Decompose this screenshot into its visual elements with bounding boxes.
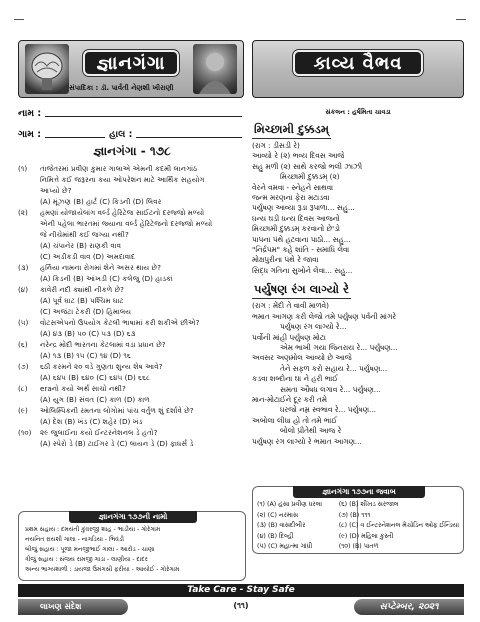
quiz-questions [18, 163, 246, 449]
question-options: (A) સ્પેરો ડે (B) ટાઈગર ડે (C) લાયન ડે (D) ફાધર્સ ડે [40, 439, 194, 448]
question-line: આપ્યો છે? [40, 186, 72, 195]
poem-line: સહુ મળી (૨) સાથે કરજો ભલી ઝાઝી [252, 161, 363, 171]
poem-line: જન્મ મરણના ફેરા મટાડવા [252, 193, 330, 203]
quiz-answers-box [252, 486, 464, 554]
poem-line: સમતા ઔષધ લગાવ રે... પર્યુષણ... [280, 384, 381, 394]
question-options: (C) અજંટા ટેકરી (D) હિમાલય [40, 307, 132, 316]
name-line [45, 116, 242, 117]
section-title-kavya: કાવ્ય વૈભવ [293, 50, 423, 76]
question-line: હર્નિયા નામના રોગમાં શેને અસર થાય છે? [40, 263, 161, 272]
quiz-answers-title: જ્ઞાનગંગા ૧૭૭ના જવાબ [293, 486, 425, 498]
hal-label: હાલ : [109, 129, 133, 140]
section-title-gnanganga: જ્ઞાનગંગા [83, 50, 179, 76]
winner-row: બીજું સહાય : પૂજા મનજીભાઈ ગાલા - આરોંડ - ચાણા [25, 546, 155, 553]
question-text [40, 317, 246, 328]
poem-1 [252, 141, 464, 276]
editor-photo [193, 44, 237, 94]
question-text [40, 163, 246, 196]
poem-line: અબોલા લીધા હો તો તમે ભાઈ [252, 415, 337, 425]
quiz-question [18, 207, 246, 240]
question-options: (A) યુગ (B) સંવત (C) કાળ (D) કાળ [40, 395, 150, 404]
poem-line: વેરને વમવા - સ્નેહને સાથવા [252, 182, 333, 192]
question-number: (૬) [18, 340, 28, 349]
question-options: (A) ૧૩ (B) ૧૫ (C) ૧૪ (D) ૧૬ [40, 351, 131, 360]
question-number: (૩) [18, 263, 29, 272]
address-field[interactable] [18, 123, 246, 140]
question-line: ઓલિમ્પિકની રમતના લોગોમાં પાંચ વર્તુળ શું દર્શાવે છે? [40, 406, 194, 415]
kavya-vaibhav-banner [252, 40, 464, 98]
poem-line: તેને સફળ કરો સહાય રે... પર્યુષણ... [280, 363, 388, 373]
winner-row: અન્ય ભાગ્યશાળી : ડાયજા ઉમંગસી ફરીયા - આયોઈ - ગોરેગામ [25, 566, 180, 573]
poem-line: અવસર અણમોલ આવ્યો છે આજે [252, 353, 352, 363]
question-text [40, 361, 246, 372]
editor-credit: સંપાદિકા : ડૉ. પાર્વતી નેણશી ખીરાણી [69, 84, 174, 92]
name-field[interactable] [18, 102, 246, 119]
quiz-question [18, 383, 246, 394]
quiz-answers-grid [257, 500, 459, 553]
slogan-bar: Take Care - Stay Safe [18, 584, 464, 597]
poem-line: પાપના પંથે હટવાના પાઠો... સહુ... [252, 234, 351, 244]
question-number: (૯) [18, 406, 28, 415]
sanchalan-credit: સંકલન : હર્ષમિતા ચાવડા [325, 108, 391, 116]
question-options: (A) પૂર્વ ઘાટ (B) પશ્ચિમ ઘાટ [40, 296, 124, 305]
poem-line: માન-મોટાઈને દૂર કરી તમે [252, 394, 327, 404]
gam-label: ગામ : [18, 129, 42, 140]
winner-row: ત્રીજું સહાય : સંજય રામજી ગાડા - લાણીયા - દાદર [25, 556, 148, 563]
crop-mark [14, 10, 24, 20]
winners-list [19, 525, 245, 575]
question-number: (૮) [18, 384, 28, 393]
answer-item: (૨) (C) નરમાસ [257, 511, 298, 519]
question-number: (૪) [18, 285, 29, 294]
poem-title-2: પર્યુષણ રંગ લાગ્યો રે [252, 281, 351, 299]
question-number: (૨) [18, 208, 28, 217]
page-number: (૧૧) [233, 601, 249, 610]
quiz-question [18, 361, 246, 372]
winner-row: નયનિત રાયશી ગાલા - નાગડિયા - ભિવંડી [25, 536, 124, 543]
question-text [40, 405, 246, 416]
quiz-title: જ્ઞાનગંગા - ૧૭૮ [93, 144, 171, 158]
gam-line [45, 137, 105, 138]
quiz-question [18, 317, 246, 328]
quiz-question [18, 427, 246, 438]
poem-line: (રાગ : મેંદી તે વાવી માળવે) [252, 301, 329, 311]
question-line: હમણાં યોજાયેલાંગ વર્લ્ડ હેરિટેજ સાઈટનો દરજ્જો મળ્યો [40, 208, 205, 217]
question-options: (A) દેશ (B) ખંડ (C) શહેર (D) ખંડ [40, 417, 143, 426]
poem-line: પર્વોની માંહી પર્યુષણ મોટા [252, 332, 326, 342]
question-line: નિમિત્તે કઈ જરૂરના કયા ઓપરેશન માટે આર્થિક સહયોગ [40, 175, 205, 184]
gnanganga-banner [18, 40, 244, 98]
quiz-question [18, 339, 246, 350]
question-text [40, 383, 246, 394]
quiz-question [18, 163, 246, 196]
question-number: (૭) [18, 362, 29, 371]
poem-line: મિચ્છામી દુક્કડમ્ (૨) [280, 172, 340, 182]
quiz-question [18, 284, 246, 295]
name-label: નામ : [18, 108, 42, 119]
question-line: ૨૯ જુલાઈના કયો ઈન્ટરનેશનલ ડે હતો? [40, 428, 158, 437]
question-line: નરેન્દ્ર મોદી ભારતના કેટલામાં વડા પ્રધાન છે? [40, 340, 166, 349]
question-options: (A) કિડની (B) આંખડી (C) કલેજુ (D) હાડકાં [40, 274, 173, 283]
poem-line: આવ્યો રે (૨) ભવ્ય દિવસ આજે [252, 151, 345, 161]
question-text [40, 262, 246, 273]
question-options: (A) ૬૪૫ (B) ૬૪૦ (C) ૬૪૫ (D) ૬૬૮ [40, 373, 151, 382]
winner-row: પ્રથમ સહાય : દમયંતી કુંવરજી શાહ - ભાડીયા - ગોરેગામ [25, 526, 161, 533]
question-text [40, 339, 246, 350]
poem-title-1: મિચ્છામી દુક્કડમ્ [252, 121, 331, 139]
answer-item: (૯) (D) મહિલા કુસ્તી [338, 532, 394, 540]
question-text [40, 427, 246, 438]
question-text [40, 284, 246, 295]
question-line: જે નીચેમાંથી કઈ જગ્યા નથી? [40, 230, 129, 239]
poem-line: સિદ્ધ ગતિના સુખોને લેવા... સહુ... [252, 265, 353, 275]
poem-column [252, 106, 464, 447]
question-line: ૬ઠી કરમને ૨૦ વડે ગુણતા શુન્ય શેષ આવે? [40, 362, 163, 371]
question-options: (A) ચંપાનેર (B) રાણકી વાવ [40, 241, 122, 250]
poem-line: ધરજો નમ્ર સ્વભાવ રે... પર્યુષણ... [280, 405, 376, 415]
publication-name: લાખણ સંદેશ [18, 599, 128, 615]
poem-line: મિચ્છામી દુક્કડમ્ કરવાનો છે'ડો [252, 224, 340, 234]
question-line: એની પહેલા ભારતમાં જ્યાના વર્લ્ડ હેરિટેજનો દરજ્જો મળ્યો [40, 219, 213, 228]
poem-line: કડવા શબ્દોના ઘા ને હરી ભાઈ [252, 374, 338, 384]
crop-mark [456, 10, 466, 20]
question-line: વોટસએપનો ઉપયોગ કેટલી ભાષામાં કરી શકીએ છીએ? [40, 318, 200, 327]
winners-box [18, 511, 246, 581]
answer-item: (૬) (B) શીખડ સરજાલ [338, 501, 399, 508]
question-line: eraનો કયો અર્થ સાચો નથી? [40, 384, 126, 393]
poem-line: બોલો પ્રીતેથી આજ રે [280, 426, 342, 436]
question-number: (૫) [18, 318, 29, 327]
answer-item: (૪) (B) દિલ્હી [257, 532, 294, 540]
question-number: (૧૦) [18, 428, 32, 437]
poem-2 [252, 301, 464, 447]
quiz-question [18, 405, 246, 416]
answer-item: (૧૦) (B) પાતળ [338, 543, 379, 550]
poem-line: પર્યુષણ રંગ લાગ્યો રે ભમાત આગણ... [252, 436, 362, 446]
poem-line: ભમાત આગણ કરી લેજો તમે પર્યુષણ પર્વની માંગરે [252, 311, 397, 321]
answer-item: (૫) (C) મહાત્મા ગાંધી [257, 543, 313, 550]
question-line: તાજેતરમાં પ્રવીણ કુમાર ગાલાએ એમની કદમી લાનગાંઠ [40, 164, 198, 173]
question-options: (C) અડીકડી વાવ (D) અમદાવાદ [40, 252, 135, 261]
poem-line: ધન્ય ઘડી ધન્ય દિવસ આજનો [252, 213, 340, 223]
answer-item: (૭) (B) ૧૧૧ [338, 511, 371, 519]
answer-item: (૮) (C) વ ઈન્ટરનેશનલ મેચોડિન ઓફ ઈન્ડિયા [338, 522, 459, 529]
answer-item: (૩) (B) વાસદીબીર [257, 522, 306, 529]
poem-line: "નિર્દ્રપમ" કહે શાંતિ - સમાધિ લેવા [252, 245, 350, 255]
winners-title: જ્ઞાનગંગા ૧૭૭ની નામો [69, 511, 197, 523]
poem-line: એમ ભાખી ગયા જિનરાય રે... પર્યુષણ... [280, 342, 398, 352]
question-line: કાવેરી નદી ક્યાંથી નીકળે છે? [40, 285, 124, 294]
answer-item: (૧) (A) હંસા પ્રવીણ ધરલા [257, 501, 322, 508]
hal-line [136, 137, 242, 138]
question-text [40, 207, 246, 240]
quiz-column [18, 102, 246, 449]
poem-line: પર્યુષણ રંગ લાગ્યો રે... [280, 322, 347, 332]
question-options: (A) મૂંઝણ (B) હાર્ટ (C) કિડની (D) લિવર [40, 197, 162, 206]
poem-line: મોક્ષપુરીના પંથે રે જાવા [252, 255, 319, 265]
page-footer [18, 599, 464, 615]
question-number: (૧) [18, 164, 28, 173]
question-options: (A) ૪૩ (B) ૫૦ (C) ૫૩ (D) ૬૩ [40, 329, 136, 338]
issue-date: સપ્ટેમ્બર, ૨૦૨૧ [354, 599, 464, 615]
poem-line: પર્યુષણ આવ્યા રૂડા રૂપાળા... સહુ... [252, 203, 355, 213]
poem-line: (રાગ : ડીસડી રે) [252, 141, 300, 150]
quiz-question [18, 262, 246, 273]
brain-icon [25, 44, 69, 94]
